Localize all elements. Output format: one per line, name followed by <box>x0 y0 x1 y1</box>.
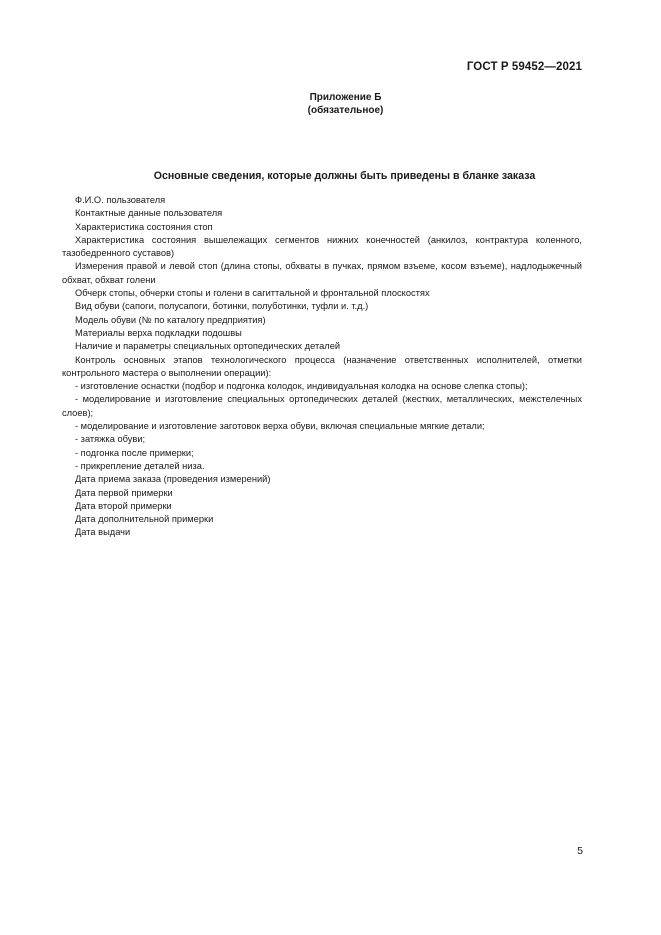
list-item: Характеристика состояния стоп <box>75 221 213 232</box>
list-item: Контактные данные пользователя <box>75 208 223 219</box>
list-item: - изготовление оснастки (подбор и подгонка колодок, индивидуальная колодка на основе слепка стопы); <box>75 381 528 392</box>
list-item: Вид обуви (сапоги, полусапоги, ботинки, полуботинки, туфли и. т.д.) <box>75 301 369 312</box>
list-item: Характеристика состояния вышележащих сегментов нижних конечностей (анкилоз, контрактура коленного, тазобедренного суставов) <box>62 234 582 259</box>
list-item: Дата дополнительной примерки <box>75 514 214 525</box>
annex-heading <box>0 91 661 117</box>
document-code: ГОСТ Р 59452—2021 <box>466 61 582 73</box>
list-item: - прикрепление деталей низа. <box>75 460 205 471</box>
list-item: Обчерк стопы, обчерки стопы и голени в сагиттальной и фронтальной плоскостях <box>75 288 430 299</box>
list-item: Наличие и параметры специальных ортопедических деталей <box>75 341 341 352</box>
list-item: Модель обуви (№ по каталогу предприятия) <box>75 314 266 325</box>
section-title: Основные сведения, которые должны быть приведены в бланке заказа <box>153 170 536 182</box>
list-item: Дата выдачи <box>75 527 131 538</box>
list-item: Измерения правой и левой стоп (длина стопы, обхваты в пучках, прямом взъеме, косом взъеме), надлодыжечный обхват, обхват голени <box>62 261 582 285</box>
list-item: - моделирование и изготовление специальных ортопедических деталей (жестких, металлических, межстелечных слоев); <box>62 394 582 418</box>
annex-title: Приложение Б <box>309 92 382 103</box>
list-item: - моделирование и изготовление заготовок верха обуви, включая специальные мягкие детали; <box>75 421 485 432</box>
list-item: Дата первой примерки <box>75 487 173 498</box>
list-item: Материалы верха подкладки подошвы <box>75 327 242 338</box>
annex-status: (обязательное) <box>307 105 384 116</box>
list-item: Дата приема заказа (проведения измерений) <box>75 474 271 485</box>
list-item: Ф.И.О. пользователя <box>75 195 166 205</box>
list-item: Контроль основных этапов технологического процесса (назначение ответственных исполнителей, отметки контрольного мастера о выполнении операции): <box>62 354 582 378</box>
order-form-items-list <box>62 194 582 540</box>
list-item: - подгонка после примерки; <box>75 447 194 458</box>
page-number: 5 <box>577 845 583 857</box>
list-item: Дата второй примерки <box>75 500 172 511</box>
list-item: - затяжка обуви; <box>75 434 146 445</box>
